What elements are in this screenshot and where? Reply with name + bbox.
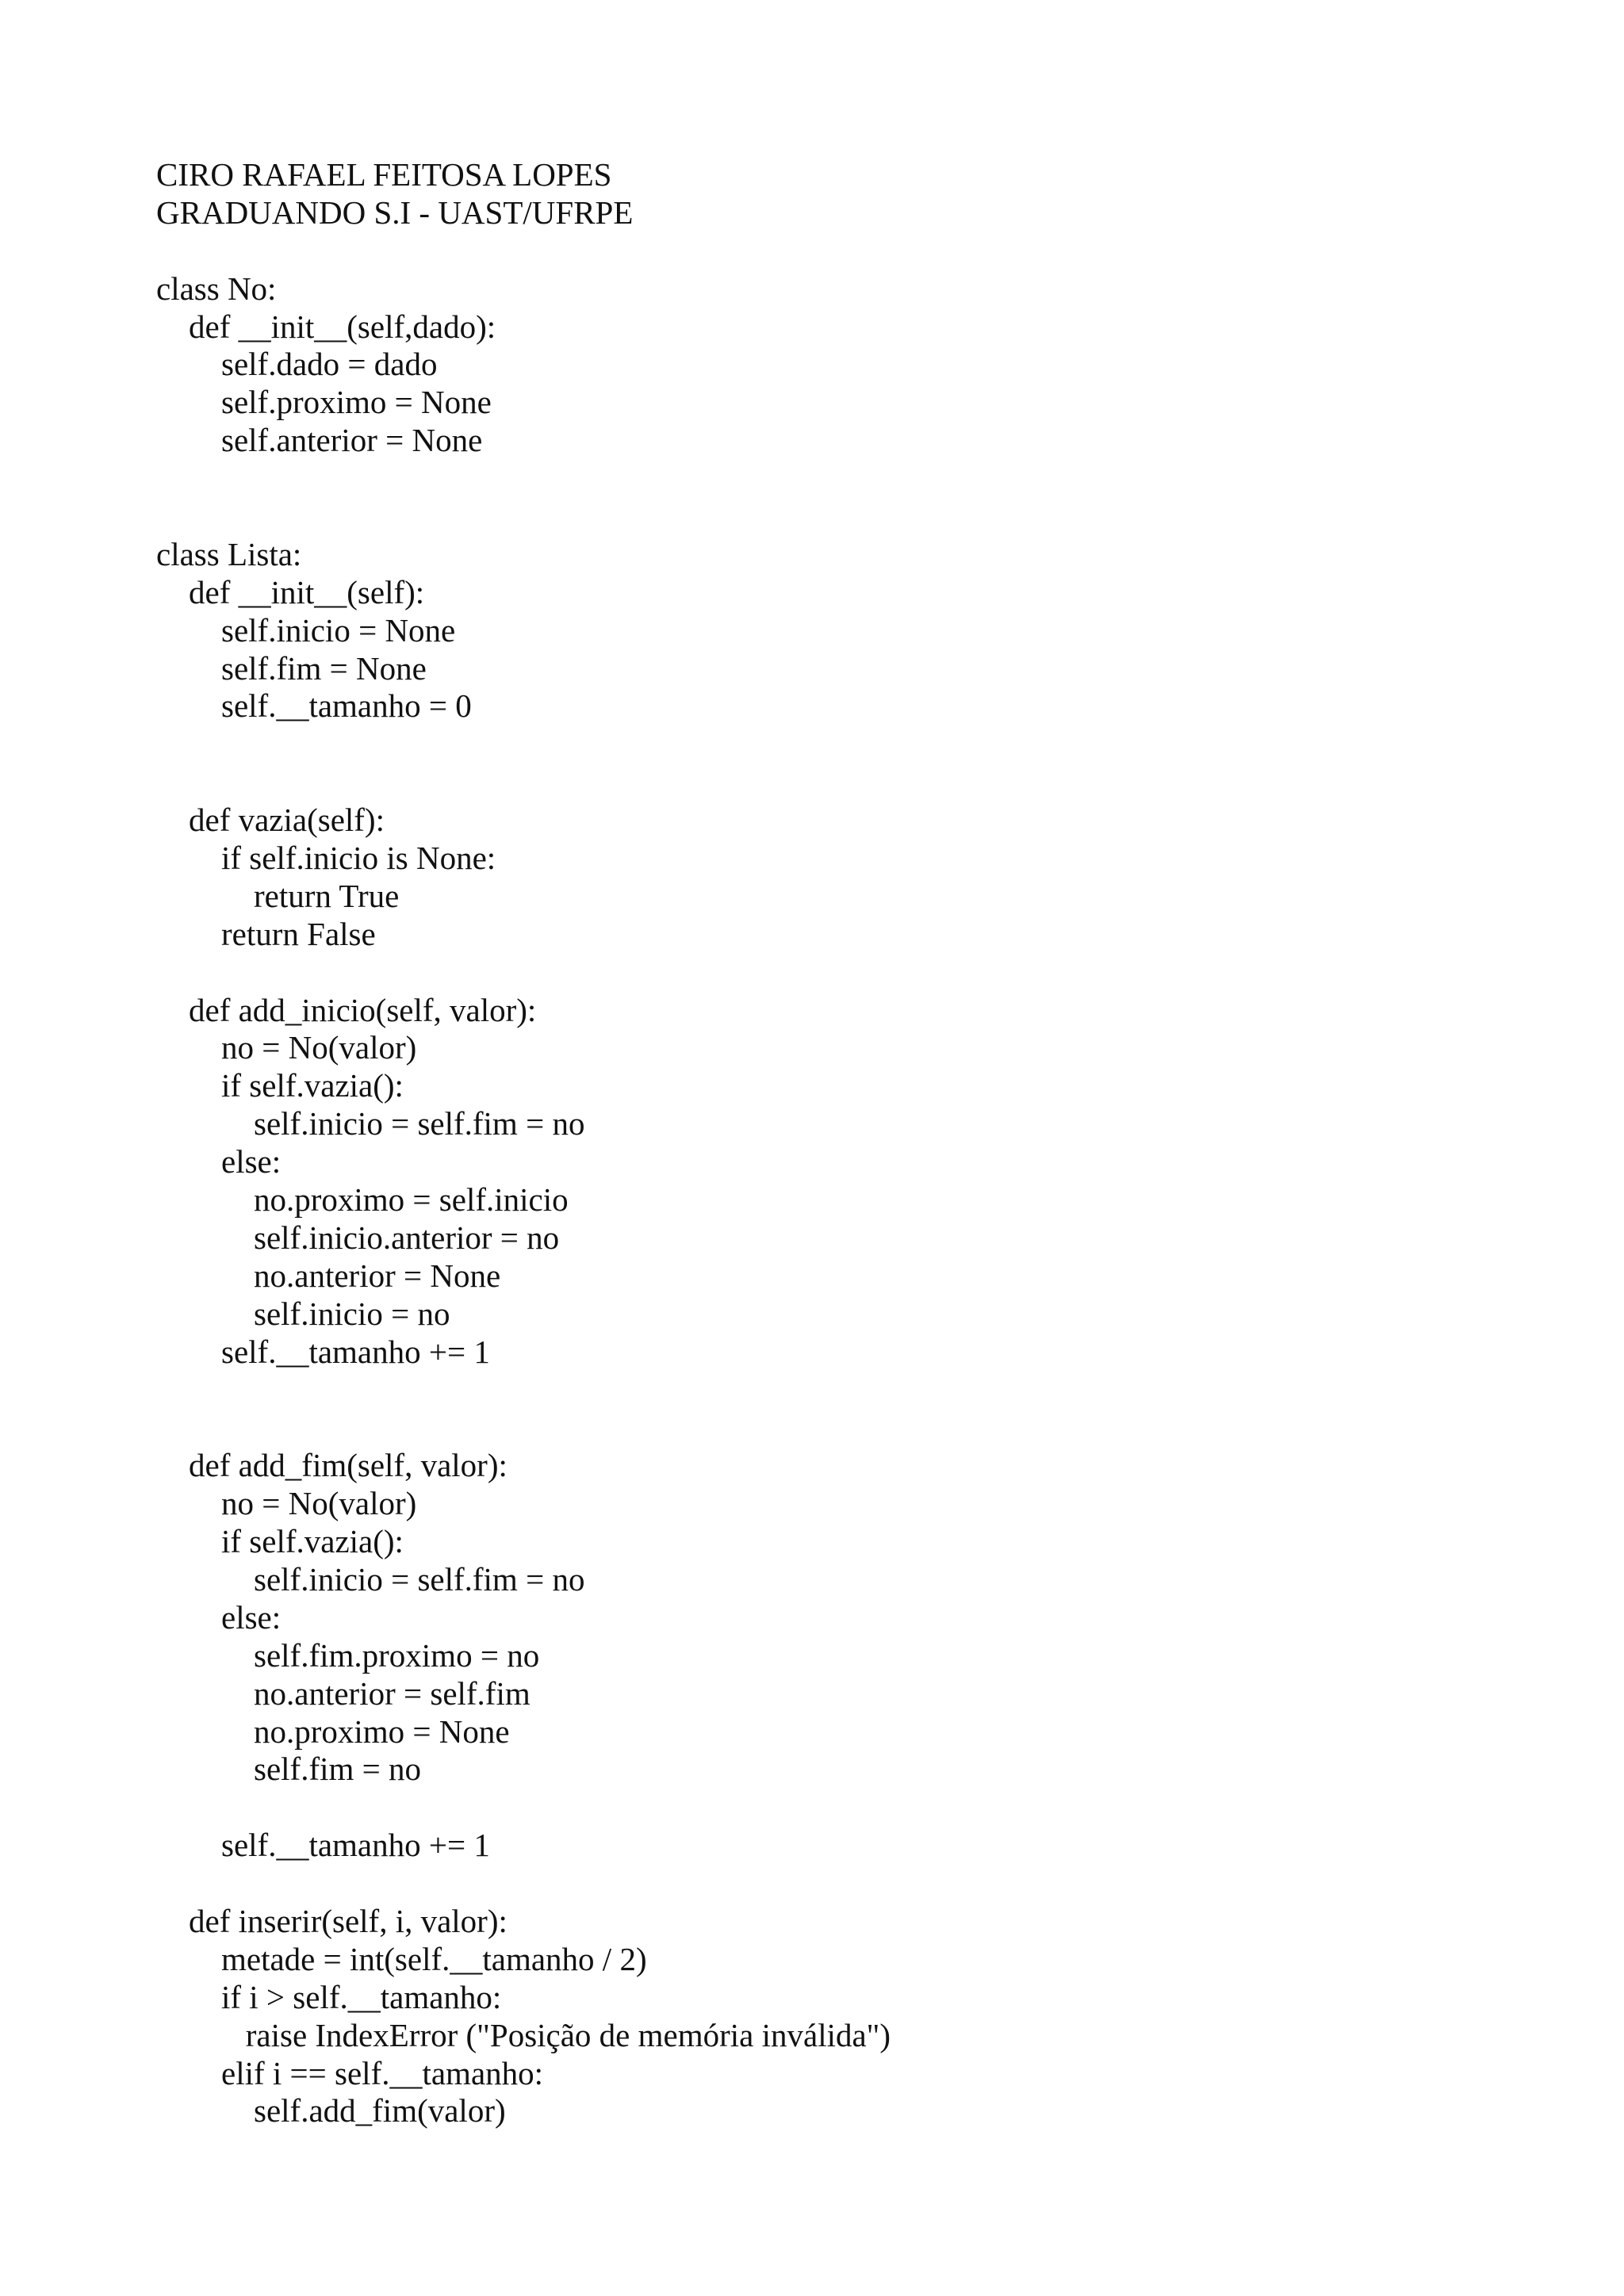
code-line: class Lista: (156, 535, 302, 572)
code-line (156, 725, 891, 763)
code-line (156, 1789, 891, 1827)
code-line: elif i == self.__tamanho: (156, 2054, 544, 2091)
code-line (156, 1372, 891, 1410)
code-line (156, 1865, 891, 1903)
code-line: def add_inicio(self, valor): (156, 991, 537, 1028)
code-line: if i > self.__tamanho: (156, 1978, 502, 2015)
code-line: no.proximo = self.inicio (156, 1181, 569, 1219)
code-line (156, 763, 891, 802)
code-line: raise IndexError ("Posição de memória inválida") (156, 2016, 891, 2053)
code-line: def __init__(self): (156, 573, 425, 610)
code-line: self.__tamanho = 0 (156, 687, 472, 725)
code-line: self.inicio = self.fim = no (156, 1560, 585, 1598)
code-line: return True (156, 877, 400, 914)
code-line: self.fim = None (156, 649, 427, 687)
code-line: return False (156, 915, 376, 952)
code-line: self.inicio = self.fim = no (156, 1105, 585, 1142)
code-line: else: (156, 1598, 282, 1636)
code-line: no = No(valor) (156, 1029, 417, 1066)
code-line: self.inicio = None (156, 611, 456, 649)
code-line: self.proximo = None (156, 384, 492, 421)
code-line: self.__tamanho += 1 (156, 1827, 490, 1864)
code-line: self.fim = no (156, 1751, 422, 1788)
code-line: self.dado = dado (156, 346, 438, 383)
code-line: if self.vazia(): (156, 1523, 404, 1560)
code-line: no = No(valor) (156, 1485, 417, 1522)
code-line: self.__tamanho += 1 (156, 1333, 490, 1370)
code-line (156, 1409, 891, 1447)
code-line (156, 954, 891, 992)
code-line (156, 498, 891, 536)
code-line: no.anterior = None (156, 1257, 501, 1294)
code-line (156, 232, 891, 270)
code-line (156, 460, 891, 498)
header-line: GRADUANDO S.I - UAST/UFRPE (156, 193, 634, 231)
code-line: def vazia(self): (156, 802, 385, 839)
code-line: no.anterior = self.fim (156, 1674, 530, 1712)
document-body (156, 156, 891, 2130)
code-line: def inserir(self, i, valor): (156, 1902, 508, 1939)
code-line: self.inicio = no (156, 1295, 450, 1332)
code-line: else: (156, 1143, 282, 1181)
code-line: def add_fim(self, valor): (156, 1447, 508, 1484)
code-line: self.fim.proximo = no (156, 1636, 540, 1674)
code-line: no.proximo = None (156, 1712, 510, 1750)
code-line: metade = int(self.__tamanho / 2) (156, 1940, 647, 1977)
code-line: self.inicio.anterior = no (156, 1219, 560, 1256)
code-line: if self.inicio is None: (156, 840, 496, 877)
code-line: self.anterior = None (156, 422, 483, 459)
code-line: self.add_fim(valor) (156, 2092, 506, 2130)
code-line: if self.vazia(): (156, 1067, 404, 1104)
code-line: class No: (156, 270, 277, 307)
header-line: CIRO RAFAEL FEITOSA LOPES (156, 156, 612, 193)
code-line: def __init__(self,dado): (156, 308, 496, 345)
